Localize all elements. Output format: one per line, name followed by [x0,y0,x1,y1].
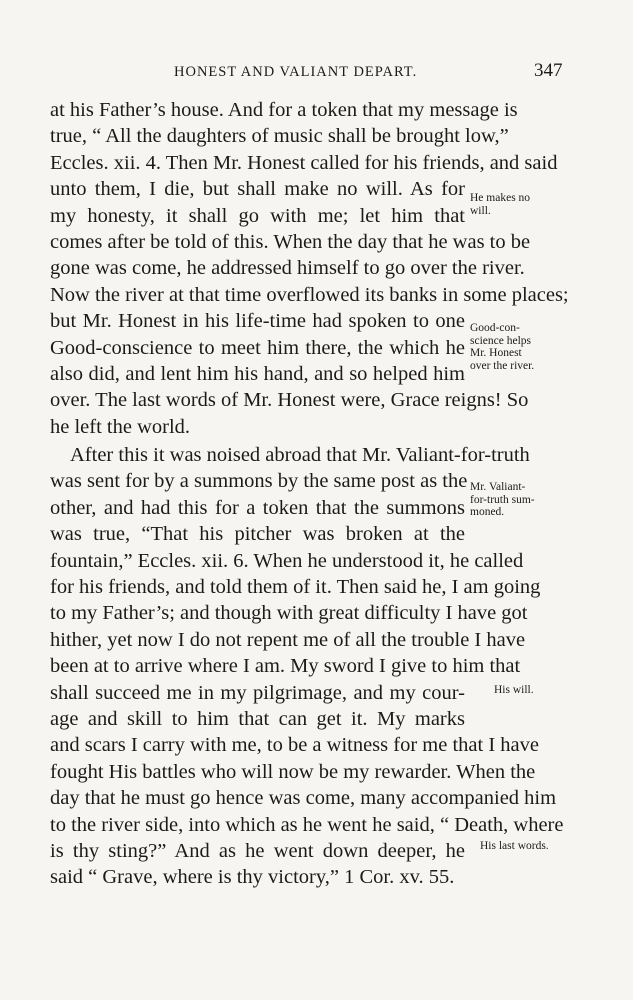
text-line: hither, yet now I do not repent me of all the trouble I have [50,628,526,651]
text-line: to the river side, into which as he went he said, “ Death, where [50,813,564,836]
text-line: Now the river at that time overflowed its banks in some places; [50,283,569,306]
running-header [0,62,633,86]
text-line: day that he must go hence was come, many accompanied him [50,787,557,810]
margin-note-valiant-summoned: Mr. Valiant- for-truth sum- moned. [470,481,535,518]
text-line: my honesty, it shall go with me; let him that [50,204,465,227]
text-line: for his friends, and told them of it. Then said he, I am going [50,576,541,599]
text-line: other, and had this for a token that the summons [50,496,465,519]
text-line: Eccles. xii. 4. Then Mr. Honest called for his friends, and said [50,151,558,174]
text-line: comes after be told of this. When the day that he was to be [50,230,531,253]
text-line: fought His battles who will now be my rewarder. When the [50,760,536,783]
text-line: age and skill to him that can get it. My marks [50,707,465,730]
margin-note-good-conscience: Good-con- science helps Mr. Honest over the river. [470,322,535,372]
text-line: After this it was noised abroad that Mr. Valiant-for-truth [70,444,530,467]
text-line: said “ Grave, where is thy victory,” 1 Cor. xv. 55. [50,866,455,889]
margin-note-last-words: His last words. [480,840,549,852]
text-line: over. The last words of Mr. Honest were, Grace reigns! So [50,389,529,412]
text-line: fountain,” Eccles. xii. 6. When he understood it, he called [50,549,524,572]
text-line: Good-conscience to meet him there, the which he [50,336,465,359]
text-line: he left the world. [50,415,191,438]
text-line: was sent for by a summons by the same post as the [50,470,468,493]
running-title: HONEST AND VALIANT DEPART. [174,64,418,80]
text-line: shall succeed me in my pilgrimage, and my cour- [50,681,465,704]
margin-note-his-will: His will. [494,684,534,696]
text-line: gone was come, he addressed himself to go over the river. [50,257,525,280]
text-line: also did, and lent him his hand, and so helped him [50,362,465,385]
text-line: is thy sting?” And as he went down deeper, he [50,839,465,862]
text-line: and scars I carry with me, to be a witness for me that I have [50,734,539,757]
text-line: to my Father’s; and though with great difficulty I have got [50,602,528,625]
margin-note-makes-no-will: He makes no will. [470,192,531,217]
text-line: unto them, I die, but shall make no will. As for [50,178,465,201]
text-line: was true, “That his pitcher was broken at the [50,523,465,546]
text-line: been at to arrive where I am. My sword I give to him that [50,655,521,678]
text-line: but Mr. Honest in his life-time had spoken to one [50,310,465,333]
page-number: 347 [534,60,563,81]
text-line: true, “ All the daughters of music shall be brought low,” [50,125,509,148]
text-line: at his Father’s house. And for a token that my message is [50,99,518,121]
